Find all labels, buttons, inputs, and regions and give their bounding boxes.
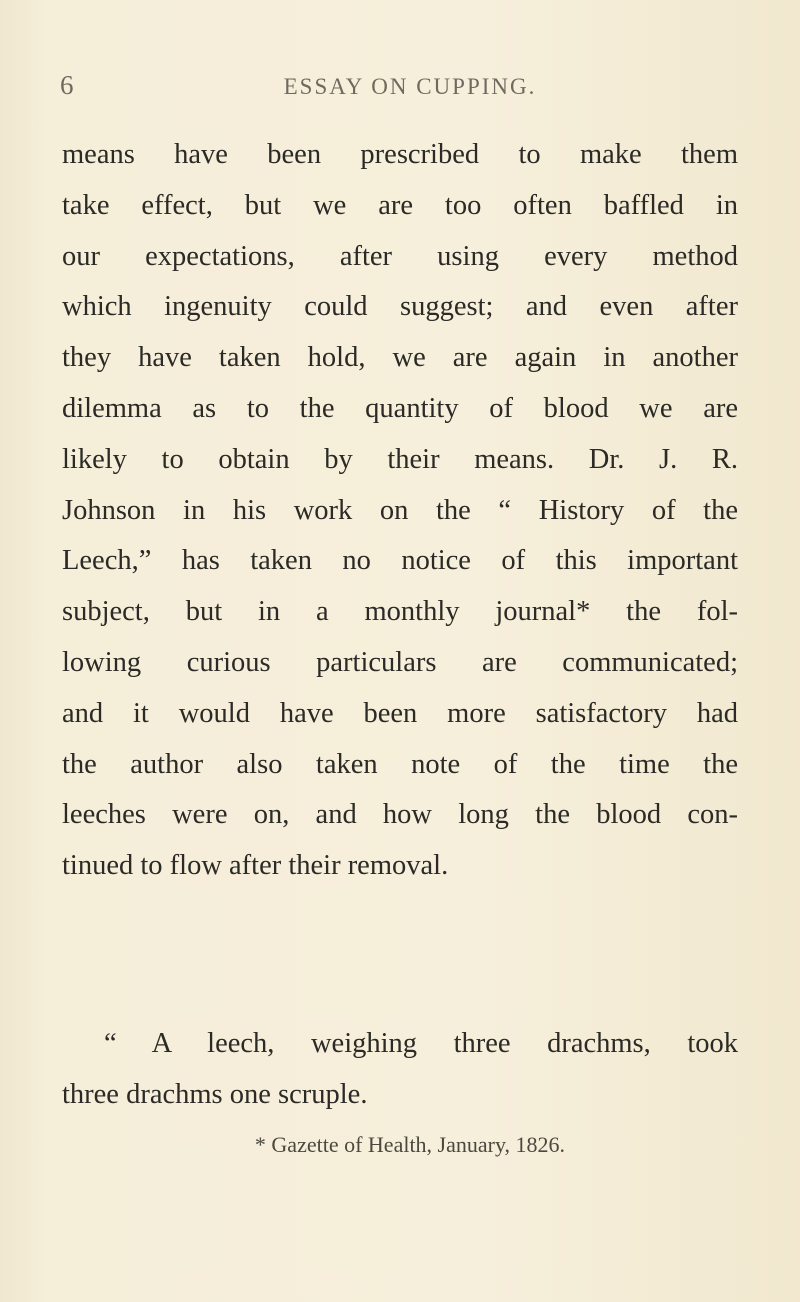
page-header bbox=[60, 70, 740, 106]
text-line: lowing curious particulars are communicated; bbox=[62, 646, 738, 678]
text-line: dilemma as to the quantity of blood we are bbox=[62, 392, 738, 424]
text-line: Leech,” has taken no notice of this important bbox=[62, 545, 738, 577]
text-line: Johnson in his work on the “ History of the bbox=[62, 494, 738, 526]
text-line: take effect, but we are too often baffled in bbox=[62, 189, 738, 221]
text-line: likely to obtain by their means. Dr. J. R. bbox=[62, 443, 738, 475]
text-line: our expectations, after using every method bbox=[62, 240, 738, 272]
running-title: ESSAY ON CUPPING. bbox=[283, 74, 537, 99]
text-line: and it would have been more satisfactory had bbox=[62, 697, 738, 729]
text-line: means have been prescribed to make them bbox=[62, 139, 738, 170]
footnote: * Gazette of Health, January, 1826. bbox=[254, 1132, 566, 1157]
text-line: subject, but in a monthly journal* the fol- bbox=[62, 596, 738, 628]
page-number: 6 bbox=[60, 70, 74, 100]
quote-paragraph bbox=[62, 1019, 738, 1121]
quote-line: “ A leech, weighing three drachms, took bbox=[104, 1028, 738, 1059]
body-paragraph bbox=[62, 130, 738, 892]
text-line: the author also taken note of the time the bbox=[62, 748, 738, 780]
text-line: they have taken hold, we are again in another bbox=[62, 342, 738, 374]
quote-line: three drachms one scruple. bbox=[62, 1078, 368, 1110]
text-line: leeches were on, and how long the blood con- bbox=[62, 799, 738, 831]
text-line: which ingenuity could suggest; and even after bbox=[62, 291, 738, 323]
text-line: tinued to flow after their removal. bbox=[62, 850, 449, 882]
